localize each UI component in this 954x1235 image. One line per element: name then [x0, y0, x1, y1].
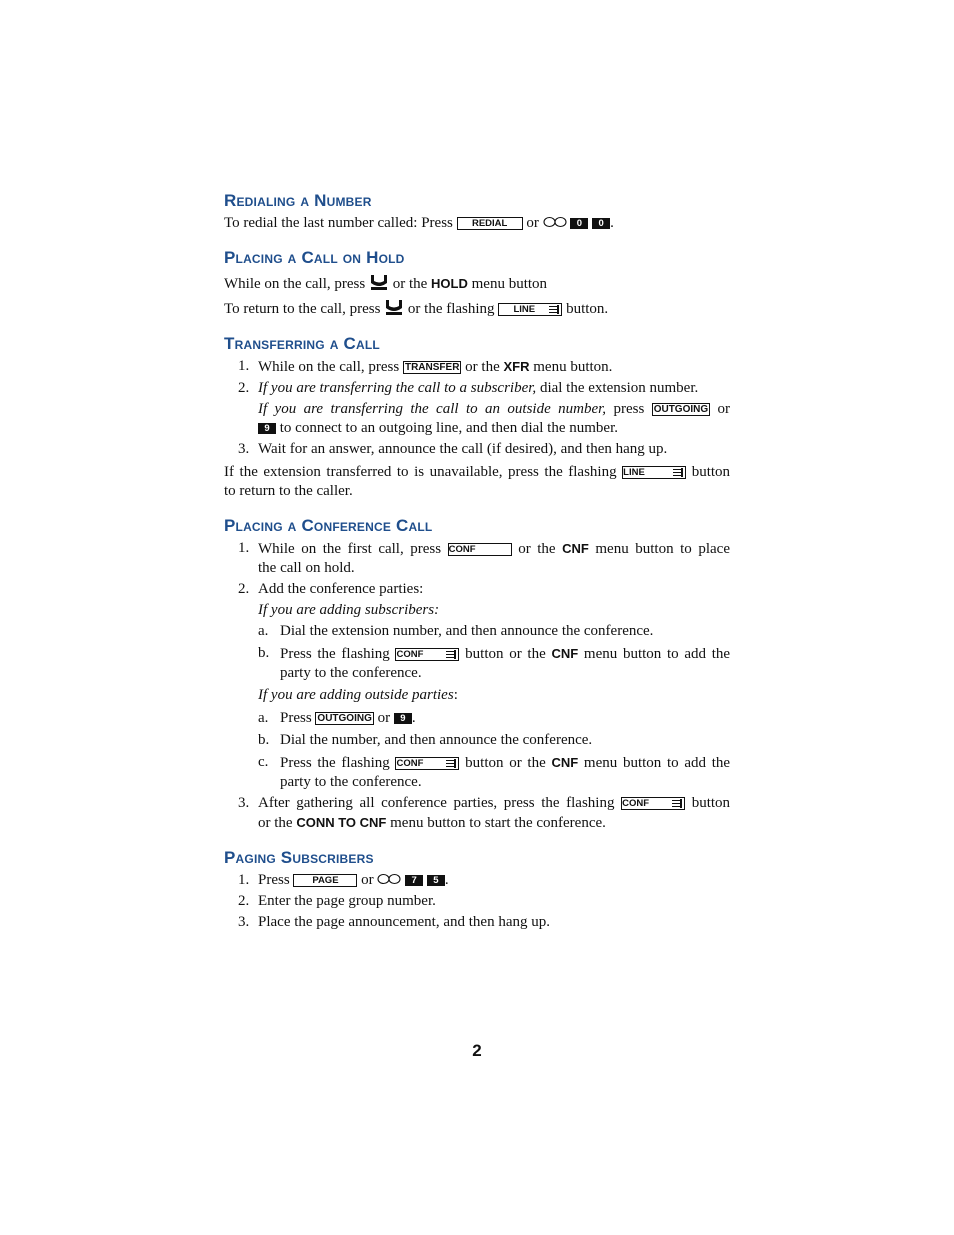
list-item: a. Dial the extension number, and then announce the conference. [258, 623, 654, 639]
transfer-outside-line: If you are transferring the call to an outside number, press OUTGOING or [258, 401, 731, 417]
menu-cnf: CNF [551, 646, 579, 661]
hold-return-instruction: To return to the call, press or the flashing LINE button. [224, 298, 730, 319]
conf-key: CONF [448, 543, 512, 556]
subheading-outside: If you are adding outside parties [258, 687, 454, 703]
digit-key: 5 [427, 875, 445, 886]
hold-icon [369, 273, 389, 292]
line-bars-icon [446, 650, 456, 659]
line-bars-icon [672, 799, 682, 808]
section-title-transfer: Transferring a Call [224, 334, 380, 353]
transfer-note: If the extension transferred to is unavailable, press the flashing LINE button [224, 464, 731, 480]
redial-key: REDIAL [457, 217, 523, 230]
section-title-hold: Placing a Call on Hold [224, 248, 405, 267]
digit-key: 0 [592, 218, 610, 229]
mic-icon [377, 873, 401, 885]
line-key: LINE [498, 303, 562, 316]
list-item: 3. After gathering all conference parties, press the flashing CONF button or the CONN TO CNF menu button to start the conference. [238, 795, 731, 831]
list-item: 1. Press PAGE or 7 5 . [238, 872, 449, 888]
menu-xfr: XFR [503, 359, 530, 374]
list-item: 3. Place the page announcement, and then hang up. [238, 914, 550, 930]
menu-hold: HOLD [431, 276, 468, 291]
redial-instruction: To redial the last number called: Press REDIAL or 0 0 . [224, 215, 614, 231]
page-key: PAGE [293, 874, 357, 887]
transfer-key: TRANSFER [404, 362, 460, 373]
outgoing-key: OUTGOING [317, 713, 372, 724]
hold-instruction: While on the call, press or the HOLD menu button [224, 273, 730, 294]
line-key: LINE [622, 466, 686, 479]
line-bars-icon [446, 759, 456, 768]
list-item: 1. While on the call, press TRANSFER or the XFR menu button. [238, 358, 613, 375]
list-item: 2. Add the conference parties: [238, 581, 424, 597]
document-body: Redialing a Number To redial the last number called: Press REDIAL or 0 0 . Placing a Call on Hold While on the call, press or the HOLD menu button To return to the call, press or the flashing LINE button. Transferring a Call 1. While on the call, press TRANSFER or the XFR menu button. 2. If you are transferring the call to a subscriber, dial the extension number. If you are transferring the call to an outside number, press OUTGOING or 9 to connect to an outgoing line, and then dial the number. 3. Wait for an answer, announce the call (if desired), and then hang up. If the extension transferred to is unavailable, press the flashing LINE button to return to the caller. Placing a Conference Call 1. While on the first call, press CONF or the CNF menu button to place the call on hold. 2. Add the conference parties: If you are adding subscribers: a. Dial the extension number, and then announce the conference. b. Press the flashing CONF button or the CNF menu button to add the party to the conference. If you are adding outside parties: a. Press OUTGOING or 9 . b. Dial the number, and then announce the conference. c. Press the flashing CONF button or the CNF menu button to add the party to the conference. 3. After gathering all conference parties, press the flashing CONF button or the CONN TO CNF menu button to start the conference. Paging Subscribers 1. Press PAGE or 7 5 . 2. Enter the page group number. 3. Place the page announcement, and then hang up. [224, 191, 731, 930]
menu-cnf: CNF [562, 541, 589, 556]
digit-key: 0 [570, 218, 588, 229]
menu-conn-to-cnf: CONN TO CNF [296, 815, 387, 830]
list-item: 1. While on the first call, press CONF or the CNF menu button to place the call on hold. [238, 540, 730, 576]
outgoing-key: OUTGOING [653, 404, 709, 415]
menu-cnf: CNF [551, 755, 579, 770]
list-item: 2. If you are transferring the call to a subscriber, dial the extension number. [238, 380, 699, 396]
transfer-note-2: to return to the caller. [224, 483, 353, 499]
page-number: 2 [472, 1041, 482, 1060]
hold-icon [384, 298, 404, 317]
list-item: b. Press the flashing CONF button or the CNF menu button to add the party to the conference. [258, 645, 731, 681]
section-title-redial: Redialing a Number [224, 191, 372, 210]
list-item: c. Press the flashing CONF button or the CNF menu button to add the party to the conference. [258, 754, 731, 790]
list-item: b. Dial the number, and then announce the conference. [258, 732, 593, 748]
list-item: 3. Wait for an answer, announce the call (if desired), and then hang up. [238, 441, 668, 457]
digit-key: 9 [258, 423, 276, 434]
conf-key: CONF [395, 648, 459, 661]
line-bars-icon [673, 468, 683, 477]
digit-key: 7 [405, 875, 423, 886]
line-bars-icon [549, 305, 559, 314]
mic-icon [543, 216, 567, 228]
list-item: 2. Enter the page group number. [238, 893, 436, 909]
transfer-outside-line-2: 9 to connect to an outgoing line, and then dial the number. [224, 419, 730, 438]
conf-key: CONF [395, 757, 459, 770]
section-title-paging: Paging Subscribers [224, 848, 374, 867]
list-item: a. Press OUTGOING or 9 . [258, 710, 416, 726]
digit-key: 9 [394, 713, 412, 724]
section-title-conference: Placing a Conference Call [224, 516, 433, 535]
conf-key: CONF [621, 797, 685, 810]
subheading-subscribers: If you are adding subscribers: [258, 602, 440, 618]
